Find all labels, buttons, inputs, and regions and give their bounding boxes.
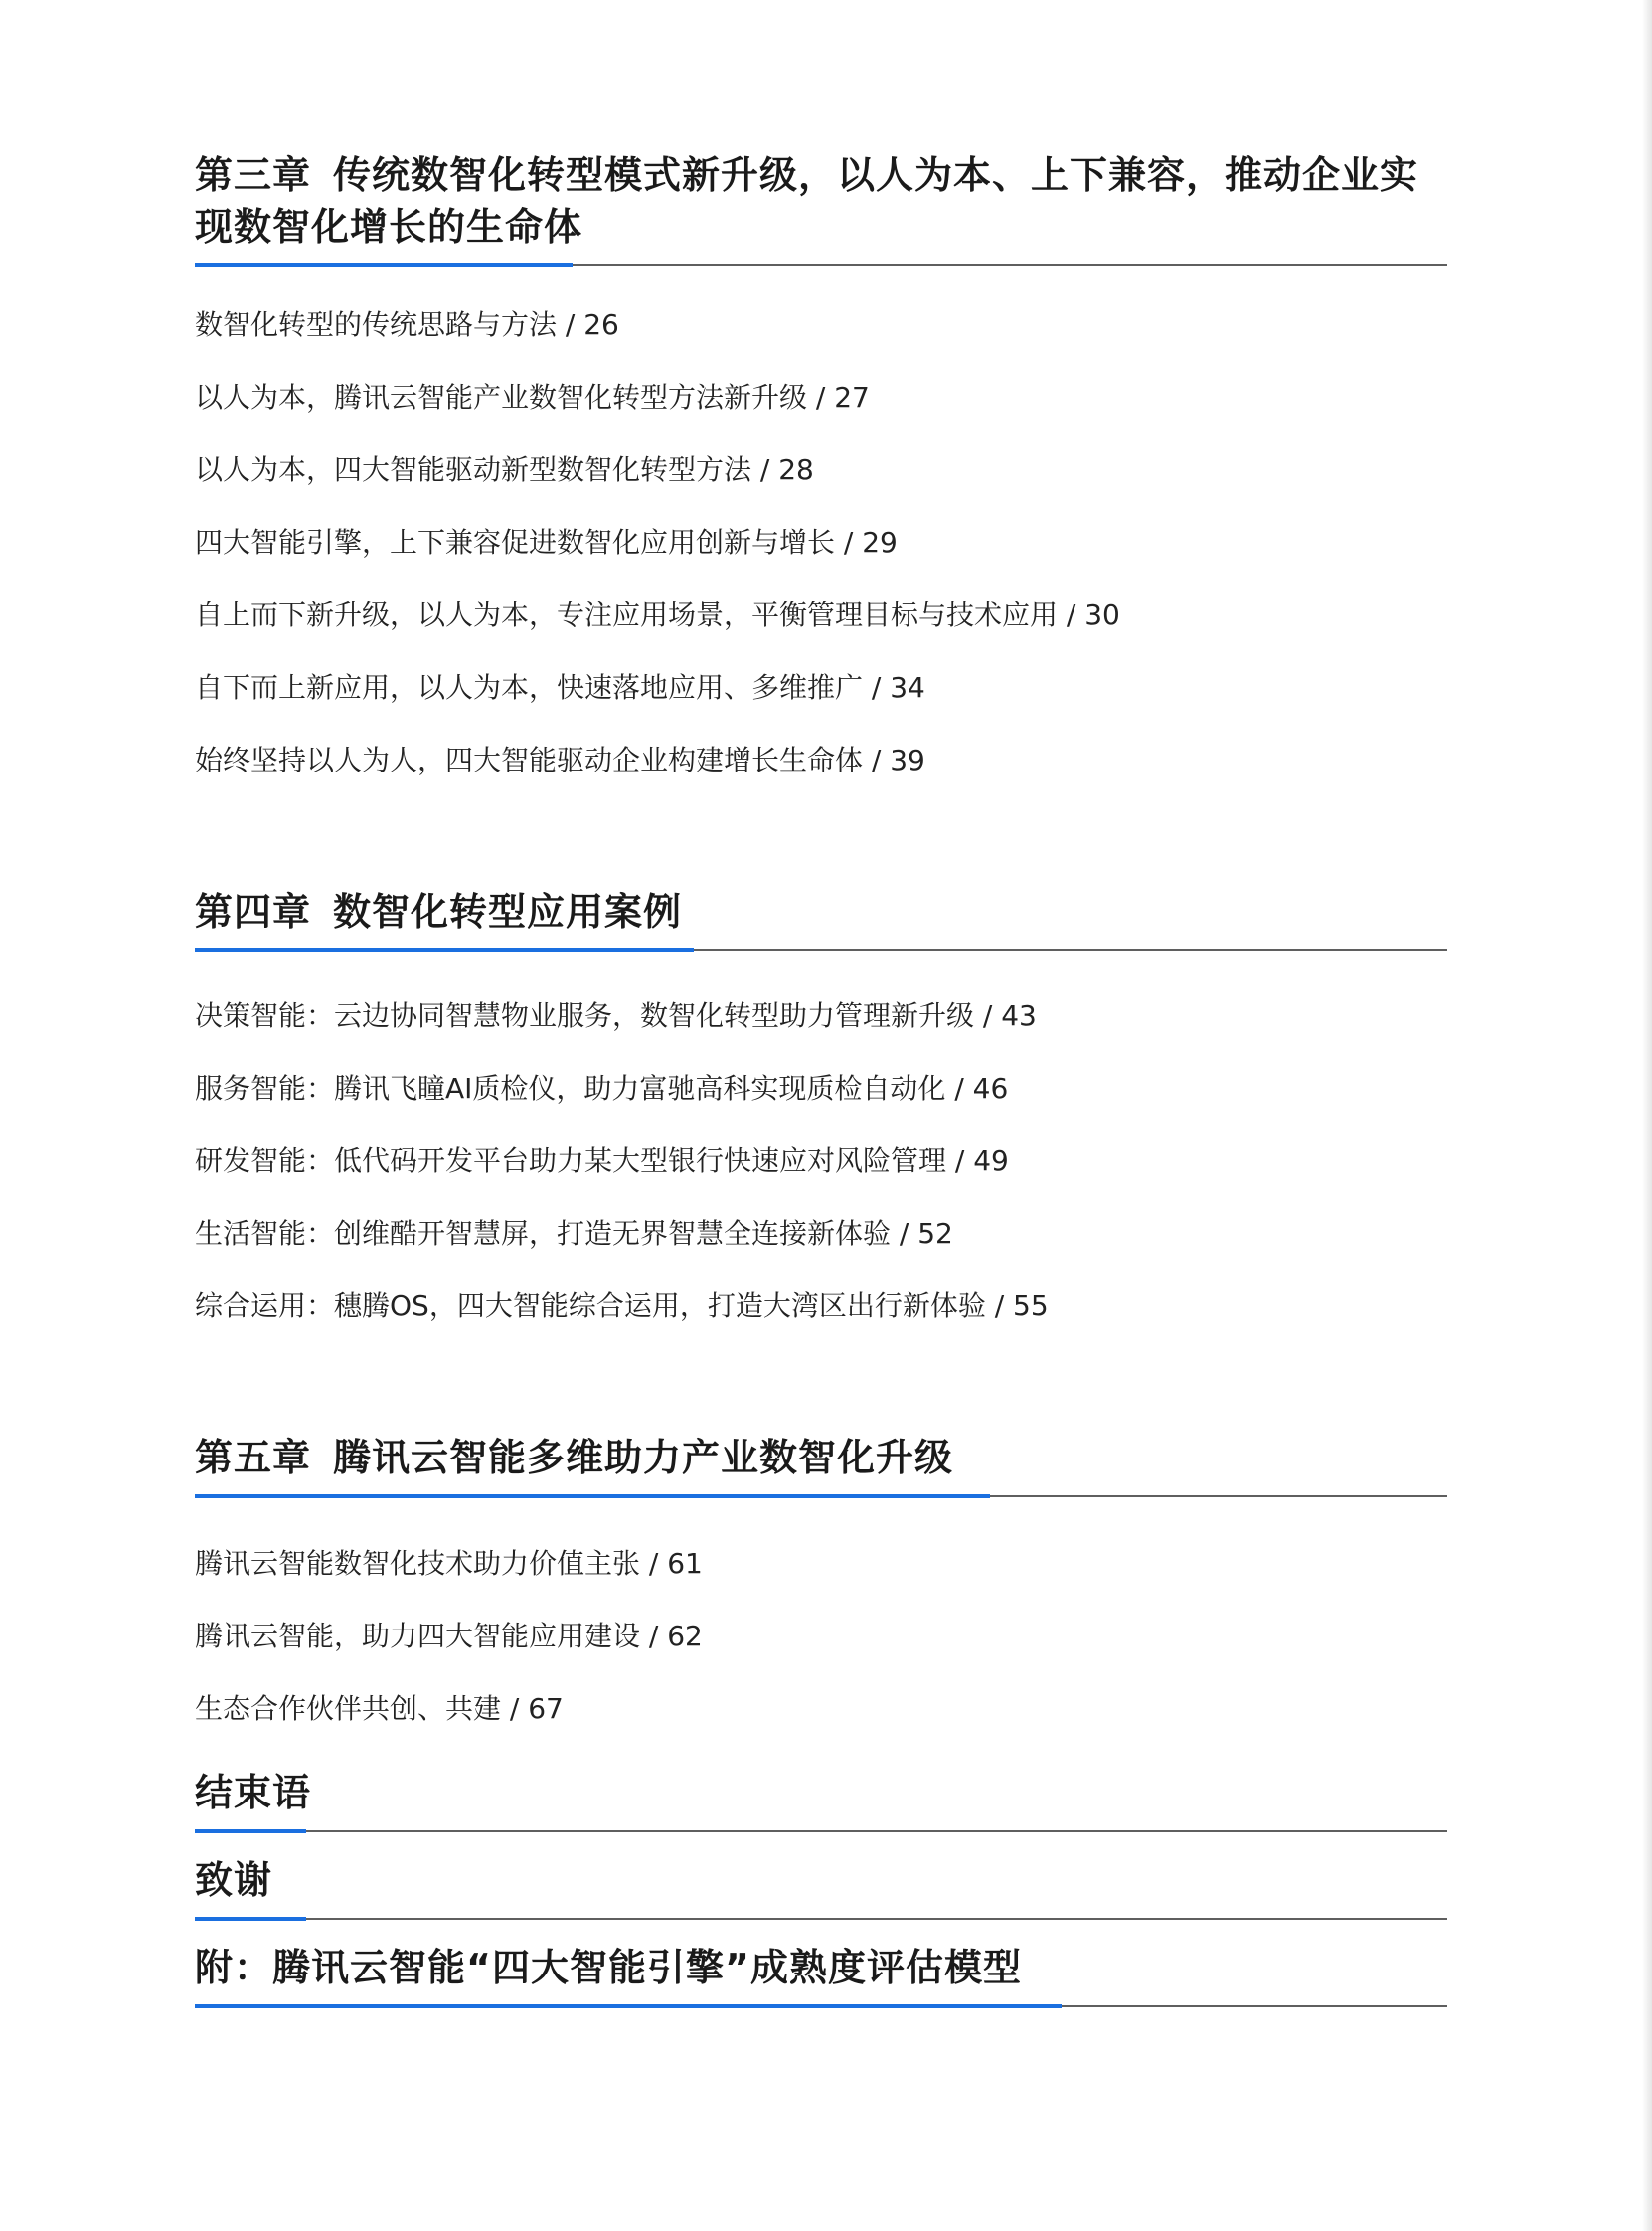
toc-entry[interactable]: 以人为本，腾讯云智能产业数智化转型方法新升级 / 27 — [195, 381, 870, 414]
toc-entry[interactable]: 服务智能：腾讯飞瞳AI质检仪，助力富驰高科实现质检自动化 / 46 — [195, 1072, 1009, 1105]
chapter-4 — [195, 886, 1447, 1342]
chapter-5-number: 第五章 — [195, 1436, 312, 1479]
chapter-4-entries — [195, 979, 1447, 1342]
chapter-5-accent-bar — [195, 1494, 990, 1498]
chapter-3-header — [195, 149, 1447, 266]
section-acknowledgements-header — [195, 1854, 1447, 1920]
toc-entry[interactable]: 综合运用：穗腾OS，四大智能综合运用，打造大湾区出行新体验 / 55 — [195, 1289, 1049, 1322]
section-acknowledgements-accent-bar — [195, 1917, 306, 1921]
chapter-5-header — [195, 1432, 1447, 1497]
chapter-4-title-text: 数智化转型应用案例 — [333, 890, 683, 934]
page-edge-shadow — [1642, 0, 1652, 2231]
toc-entry[interactable]: 生态合作伙伴共创、共建 / 67 — [195, 1692, 564, 1725]
section-closing-remarks-header — [195, 1767, 1447, 1832]
chapter-3-title-text: 传统数智化转型模式新升级，以人为本、上下兼容，推动企业实现数智化增长的生命体 — [195, 153, 1419, 249]
toc-entry[interactable]: 决策智能：云边协同智慧物业服务，数智化转型助力管理新升级 / 43 — [195, 999, 1037, 1032]
chapter-3-accent-bar — [195, 263, 573, 267]
toc-entry[interactable]: 四大智能引擎，上下兼容促进数智化应用创新与增长 / 29 — [195, 526, 898, 559]
section-acknowledgements — [195, 1854, 1447, 1920]
toc-entry[interactable]: 自上而下新升级，以人为本，专注应用场景，平衡管理目标与技术应用 / 30 — [195, 599, 1120, 631]
chapter-5 — [195, 1432, 1447, 1745]
chapter-5-title — [195, 1432, 1447, 1483]
chapter-4-number: 第四章 — [195, 890, 312, 934]
toc-entry[interactable]: 始终坚持以人为人，四大智能驱动企业构建增长生命体 / 39 — [195, 744, 925, 776]
chapter-4-header — [195, 886, 1447, 951]
section-closing-remarks-title[interactable]: 结束语 — [195, 1771, 312, 1814]
chapter-5-entries — [195, 1527, 1447, 1745]
toc-entry[interactable]: 以人为本，四大智能驱动新型数智化转型方法 / 28 — [195, 453, 814, 486]
section-closing-remarks — [195, 1767, 1447, 1832]
chapter-5-title-text: 腾讯云智能多维助力产业数智化升级 — [333, 1436, 954, 1479]
chapter-4-accent-bar — [195, 948, 694, 952]
chapter-4-title — [195, 886, 1447, 938]
toc-entry[interactable]: 研发智能：低代码开发平台助力某大型银行快速应对风险管理 / 49 — [195, 1144, 1009, 1177]
chapter-3-entries — [195, 288, 1447, 796]
toc-entry[interactable]: 腾讯云智能数智化技术助力价值主张 / 61 — [195, 1547, 703, 1580]
toc-entry[interactable]: 生活智能：创维酷开智慧屏，打造无界智慧全连接新体验 / 52 — [195, 1217, 953, 1250]
table-of-contents — [195, 149, 1447, 2007]
section-acknowledgements-title[interactable]: 致谢 — [195, 1858, 273, 1902]
section-appendix-header — [195, 1942, 1447, 2007]
chapter-3-title — [195, 149, 1447, 253]
toc-entry[interactable]: 数智化转型的传统思路与方法 / 26 — [195, 308, 619, 341]
toc-entry[interactable]: 腾讯云智能，助力四大智能应用建设 / 62 — [195, 1620, 703, 1652]
chapter-3-number: 第三章 — [195, 153, 312, 197]
section-closing-remarks-accent-bar — [195, 1829, 306, 1833]
chapter-3 — [195, 149, 1447, 796]
section-appendix-title[interactable]: 附：腾讯云智能“四大智能引擎”成熟度评估模型 — [195, 1946, 1022, 1989]
toc-entry[interactable]: 自下而上新应用，以人为本，快速落地应用、多维推广 / 34 — [195, 671, 925, 704]
section-appendix — [195, 1942, 1447, 2007]
section-appendix-accent-bar — [195, 2004, 1062, 2008]
